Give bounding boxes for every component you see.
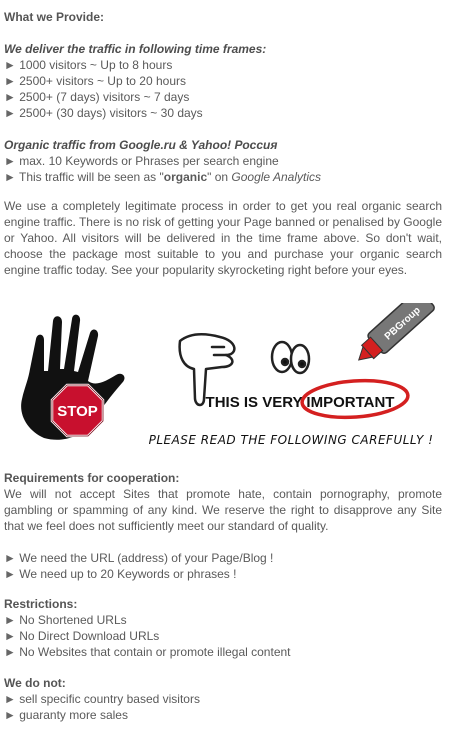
marker-pen-icon <box>350 303 436 370</box>
requirements-text: We will not accept Sites that promote hate, contain pornography, promote gambling or spamming of any kind. We reserve the right to disapprove any Site that we feel does not sufficiently meet our standard of quality. <box>4 487 442 533</box>
traffic-heading: We deliver the traffic in following time frames: <box>4 42 267 56</box>
list-item: ► max. 10 Keywords or Phrases per search engine <box>4 154 279 168</box>
organic-section <box>4 137 442 185</box>
what-we-provide-heading: What we Provide: <box>4 10 105 24</box>
stop-sign-icon <box>52 385 103 436</box>
bullet-arrow-icon: ► <box>4 613 16 627</box>
bullet-arrow-icon: ► <box>4 551 16 565</box>
bullet-arrow-icon: ► <box>4 74 16 88</box>
requirements-heading: Requirements for cooperation: <box>4 471 180 485</box>
bullet-arrow-icon: ► <box>4 58 16 72</box>
bullet-arrow-icon: ► <box>4 154 16 168</box>
list-item: ► 2500+ visitors ~ Up to 20 hours <box>4 74 186 88</box>
restrictions-section <box>4 596 442 660</box>
list-item: ► No Shortened URLs <box>4 613 127 627</box>
list-item: ► guaranty more sales <box>4 708 128 722</box>
bullet-arrow-icon: ► <box>4 629 16 643</box>
list-item: ► 2500+ (30 days) visitors ~ 30 days <box>4 106 203 120</box>
traffic-section <box>4 41 442 121</box>
please-read-caption: PLEASE READ THE FOLLOWING CAREFULLY ! <box>148 433 434 447</box>
important-headline: THIS IS VERY IMPORTANT <box>205 394 395 411</box>
list-item: ► This traffic will be seen as "organic" on Google Analytics <box>4 170 322 184</box>
requirements-section <box>4 470 442 582</box>
bullet-arrow-icon: ► <box>4 708 16 722</box>
restrictions-heading: Restrictions: <box>4 597 78 611</box>
list-item: ► No Websites that contain or promote illegal content <box>4 645 291 659</box>
bullet-arrow-icon: ► <box>4 645 16 659</box>
do-not-heading: We do not: <box>4 676 66 690</box>
bullet-arrow-icon: ► <box>4 692 16 706</box>
list-item: ► No Direct Download URLs <box>4 629 160 643</box>
list-item: ► We need the URL (address) of your Page/Blog ! <box>4 551 274 565</box>
list-item: ► We need up to 20 Keywords or phrases ! <box>4 567 237 581</box>
bullet-arrow-icon: ► <box>4 567 16 581</box>
organic-heading: Organic traffic from Google.ru & Yahoo! Россия <box>4 138 278 152</box>
list-item: ► 1000 visitors ~ Up to 8 hours <box>4 58 173 72</box>
marker-brand-label: PBGroup <box>382 304 423 343</box>
list-item: ► 2500+ (7 days) visitors ~ 7 days <box>4 90 190 104</box>
bullet-arrow-icon: ► <box>4 170 16 184</box>
stop-sign-label: STOP <box>57 403 98 420</box>
cartoon-eyes-icon <box>272 342 309 373</box>
important-notice-banner <box>0 303 449 463</box>
list-item: ► sell specific country based visitors <box>4 692 200 706</box>
do-not-section <box>4 675 442 723</box>
bullet-arrow-icon: ► <box>4 106 16 120</box>
description-paragraph: We use a completely legitimate process in order to get you real organic search engine traffic. There is no risk of getting your Page banned or penalised by Google or Yahoo. All visitors will be delivered in the time frame above. So don't wait, choose the package most suitable to you and purchase your organic search engine traffic today. See your popularity skyrocketing right before your eyes. <box>4 199 442 277</box>
bullet-arrow-icon: ► <box>4 90 16 104</box>
